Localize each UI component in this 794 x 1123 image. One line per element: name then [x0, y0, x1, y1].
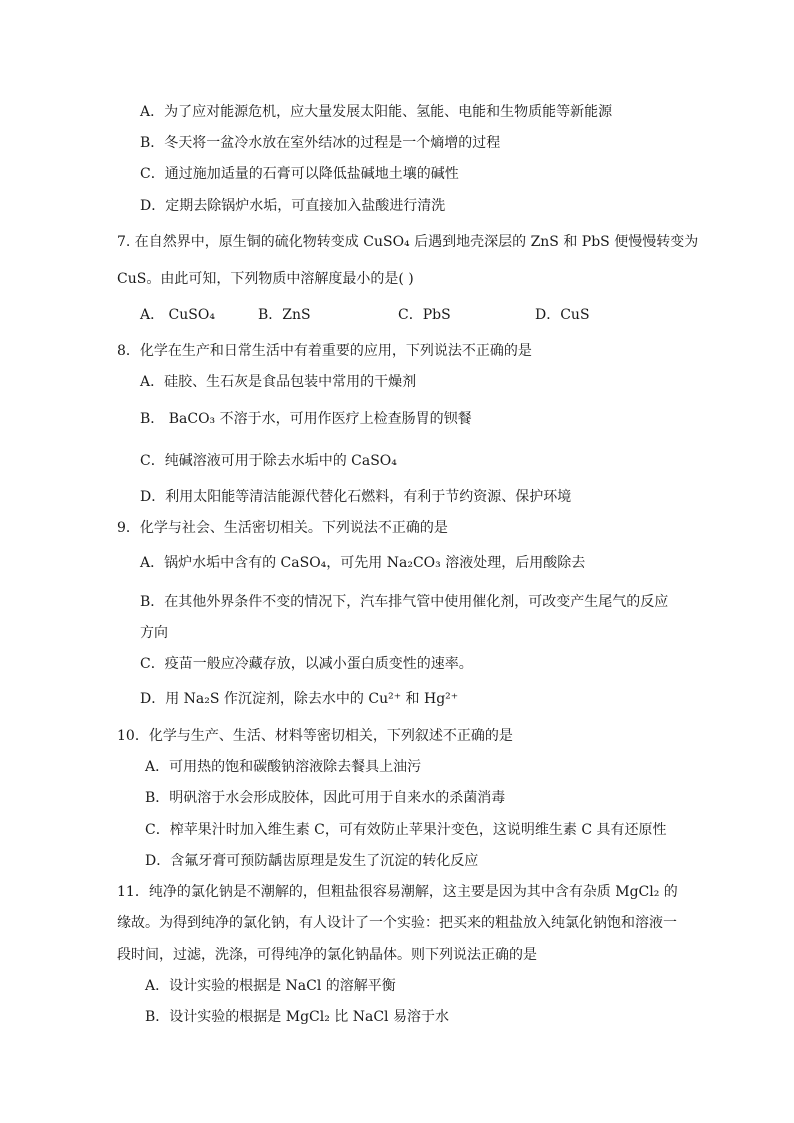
- q9-option-d: D．用 Na₂S 作沉淀剂，除去水中的 Cu²⁺ 和 Hg²⁺: [140, 691, 459, 707]
- q6-option-d: D．定期去除锅炉水垢，可直接加入盐酸进行清洗: [140, 198, 446, 214]
- q6-option-b: B．冬天将一盆冷水放在室外结冰的过程是一个熵增的过程: [140, 135, 501, 151]
- q7-option-d: D．CuS: [535, 307, 590, 323]
- q10-option-a: A．可用热的饱和碳酸钠溶液除去餐具上油污: [145, 759, 422, 775]
- q9-option-b: B．在其他外界条件不变的情况下，汽车排气管中使用催化剂，可改变产生尾气的反应: [140, 594, 669, 610]
- q7-option-c: C．PbS: [398, 307, 451, 323]
- q11-stem-line1: 11．纯净的氯化钠是不潮解的，但粗盐很容易潮解，这主要是因为其中含有杂质 MgCl₂ 的: [117, 884, 678, 900]
- q8-option-d: D．利用太阳能等清洁能源代替化石燃料，有利于节约资源、保护环境: [140, 489, 572, 505]
- q10-option-c: C．榨苹果汁时加入维生素 C，可有效防止苹果汁变色，这说明维生素 C 具有还原性: [145, 822, 667, 838]
- q6-option-c: C．通过施加适量的石膏可以降低盐碱地土壤的碱性: [140, 166, 459, 182]
- q10-option-b: B．明矾溶于水会形成胶体，因此可用于自来水的杀菌消毒: [145, 790, 506, 806]
- q11-stem-line2: 缘故。为得到纯净的氯化钠，有人设计了一个实验：把买来的粗盐放入纯氯化钠饱和溶液一: [117, 915, 677, 931]
- q9-option-b-cont: 方向: [140, 625, 168, 641]
- q11-option-a: A．设计实验的根据是 NaCl 的溶解平衡: [145, 978, 396, 994]
- q6-option-a: A．为了应对能源危机，应大量发展太阳能、氢能、电能和生物质能等新能源: [140, 104, 613, 120]
- q8-option-b: B． BaCO₃ 不溶于水，可用作医疗上检查肠胃的钡餐: [140, 411, 472, 427]
- q7-stem-line1: 7. 在自然界中，原生铜的硫化物转变成 CuSO₄ 后遇到地壳深层的 ZnS 和 PbS 便慢慢转变为: [117, 234, 699, 250]
- q8-stem: 8．化学在生产和日常生活中有着重要的应用，下列说法不正确的是: [117, 343, 532, 359]
- q9-stem: 9．化学与社会、生活密切相关。下列说法不正确的是: [117, 520, 448, 536]
- q10-option-d: D．含氟牙膏可预防龋齿原理是发生了沉淀的转化反应: [145, 853, 479, 869]
- q9-option-c: C．疫苗一般应冷藏存放，以减小蛋白质变性的速率。: [140, 656, 473, 672]
- q9-option-a: A．锅炉水垢中含有的 CaSO₄，可先用 Na₂CO₃ 溶液处理，后用酸除去: [140, 555, 586, 571]
- q8-option-c: C．纯碱溶液可用于除去水垢中的 CaSO₄: [140, 453, 397, 469]
- q11-option-b: B．设计实验的根据是 MgCl₂ 比 NaCl 易溶于水: [145, 1009, 449, 1025]
- q7-option-a: A． CuSO₄: [140, 307, 215, 323]
- q8-option-a: A．硅胶、生石灰是食品包装中常用的干燥剂: [140, 374, 417, 390]
- q7-option-b: B．ZnS: [258, 307, 311, 323]
- q7-stem-line2: CuS。由此可知，下列物质中溶解度最小的是( ): [117, 271, 414, 287]
- q11-stem-line3: 段时间，过滤，洗涤，可得纯净的氯化钠晶体。则下列说法正确的是: [117, 947, 537, 963]
- q10-stem: 10．化学与生产、生活、材料等密切相关，下列叙述不正确的是: [117, 728, 513, 744]
